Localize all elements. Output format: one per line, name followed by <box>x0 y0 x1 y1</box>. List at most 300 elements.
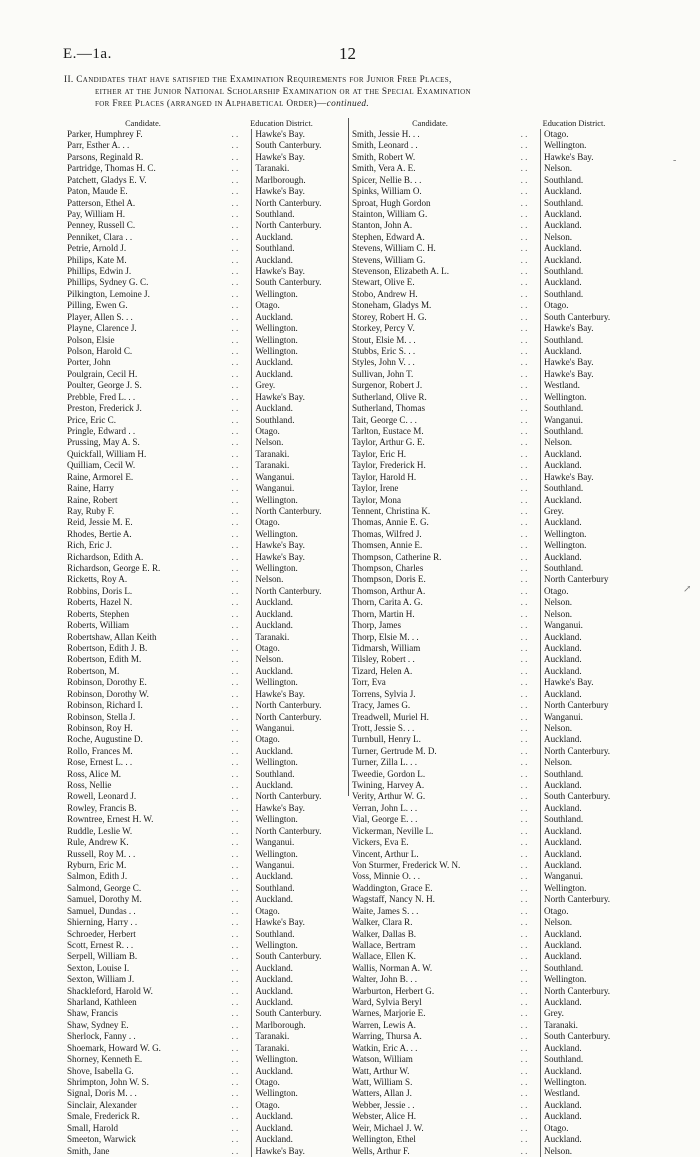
candidate-name: Shierning, Harry . . <box>67 917 138 928</box>
candidate-name: Rule, Andrew K. <box>67 837 129 848</box>
candidate-name: Robertson, Edith J. B. <box>67 642 148 653</box>
education-district: Southland. <box>251 769 347 780</box>
candidate-name: Sutherland, Olive R. <box>352 391 427 402</box>
education-district: Southland. <box>251 883 347 894</box>
candidate-row <box>352 1066 648 1077</box>
candidate-name: Phillips, Edwin J. <box>67 266 132 277</box>
education-district: Nelson. <box>540 232 644 243</box>
district-header: Education District. <box>542 119 606 128</box>
candidate-name: Vickerman, Neville L. <box>352 825 434 836</box>
education-district: Hawke's Bay. <box>540 677 644 688</box>
leader-dots: . . <box>231 860 239 870</box>
candidate-row <box>352 472 648 483</box>
candidate-row <box>352 460 648 471</box>
candidate-row <box>352 666 648 677</box>
candidate-name: Sexton, Louise I. <box>67 962 130 973</box>
candidate-row <box>67 677 347 688</box>
candidate-name: Tracy, James G. <box>352 700 411 711</box>
candidate-name: Sutherland, Thomas <box>352 403 426 414</box>
education-district: Wellington. <box>540 540 644 551</box>
education-district: Southland. <box>540 483 644 494</box>
education-district: Wellington. <box>540 392 644 403</box>
education-district: Wanganui. <box>251 472 347 483</box>
education-district: Nelson. <box>540 917 644 928</box>
education-district: Wellington. <box>251 1054 347 1065</box>
education-district: Auckland. <box>251 609 347 620</box>
education-district: Auckland. <box>540 495 644 506</box>
leader-dots: . . <box>231 757 239 768</box>
leader-dots: . . <box>520 437 528 448</box>
candidate-name: Playne, Clarence J. <box>67 323 137 334</box>
education-district: Auckland. <box>540 780 644 791</box>
candidate-name: Shrimpton, John W. S. <box>67 1077 149 1088</box>
candidate-row <box>352 654 648 665</box>
candidate-name: Ross, Nellie <box>67 780 112 791</box>
candidate-name: Tweedie, Gordon L. <box>352 768 426 779</box>
candidate-name: Wallace, Bertram <box>352 939 416 950</box>
candidate-name: Polson, Harold C. <box>67 346 133 357</box>
candidate-name: Rose, Ernest L. . . <box>67 757 133 768</box>
education-district: Auckland. <box>251 232 347 243</box>
candidate-row <box>352 803 648 814</box>
leader-dots: . . <box>231 254 239 265</box>
candidate-row <box>352 529 648 540</box>
education-district: Auckland. <box>540 803 644 814</box>
candidate-row <box>352 917 648 928</box>
candidate-row <box>352 266 648 277</box>
education-district: Wanganui. <box>540 712 644 723</box>
leader-dots: . . <box>520 711 528 722</box>
candidate-row <box>352 198 648 209</box>
candidate-name: Wagstaff, Nancy N. H. <box>352 894 435 905</box>
education-district: Southland. <box>540 563 644 574</box>
candidate-row <box>352 712 648 723</box>
candidate-name: Warnes, Marjorie E. <box>352 1008 426 1019</box>
education-district: Otago. <box>251 734 347 745</box>
candidate-row <box>352 849 648 860</box>
leader-dots: . . <box>231 483 239 494</box>
candidate-name: Rowley, Francis B. <box>67 802 137 813</box>
leader-dots: . . <box>231 505 239 516</box>
candidate-row <box>67 586 347 597</box>
leader-dots: . . <box>231 425 239 436</box>
candidate-name: Philips, Kate M. <box>67 254 127 265</box>
candidate-row <box>67 460 347 471</box>
education-district: Auckland. <box>540 449 644 460</box>
leader-dots: . . <box>231 151 239 162</box>
education-district: Auckland. <box>540 1134 644 1145</box>
candidate-row <box>67 757 347 768</box>
candidate-row <box>67 917 347 928</box>
candidate-row <box>67 871 347 882</box>
candidate-name: Ricketts, Roy A. <box>67 574 128 585</box>
education-district: Auckland. <box>540 734 644 745</box>
education-district: Nelson. <box>540 609 644 620</box>
leader-dots: . . <box>520 460 528 471</box>
leader-dots: . . <box>231 1042 239 1053</box>
education-district: Auckland. <box>251 620 347 631</box>
candidate-row <box>352 574 648 585</box>
candidate-name: Smith, Robert W. <box>352 151 416 162</box>
candidate-row <box>67 1088 347 1099</box>
education-district: North Canterbury. <box>540 746 644 757</box>
candidate-row <box>67 974 347 985</box>
leader-dots: . . <box>520 151 528 162</box>
education-district: Wellington. <box>251 495 347 506</box>
education-district: Auckland. <box>251 1111 347 1122</box>
candidate-name: Shoemark, Howard W. G. <box>67 1042 161 1053</box>
education-district: Auckland. <box>540 1100 644 1111</box>
section-heading-line-2: either at the Junior National Scholarship Examination or at the Special Examination <box>95 87 471 97</box>
candidate-name: Voss, Minnie O. . . <box>352 871 421 882</box>
leader-dots: . . <box>520 1042 528 1053</box>
candidates-column-right <box>352 118 648 1157</box>
leader-dots: . . <box>231 711 239 722</box>
candidate-name: Stobo, Andrew H. <box>352 288 418 299</box>
candidate-name: Parr, Esther A. . . <box>67 140 130 151</box>
leader-dots: . . <box>520 802 528 813</box>
district-header: Education District. <box>250 119 313 128</box>
education-district: South Canterbury. <box>251 277 347 288</box>
leader-dots: . . <box>231 1122 239 1133</box>
education-district: Auckland. <box>540 1111 644 1122</box>
leader-dots: . . <box>520 254 528 265</box>
candidate-row <box>352 483 648 494</box>
leader-dots: . . <box>520 528 528 539</box>
education-district: Otago. <box>540 300 644 311</box>
leader-dots: . . <box>231 471 239 482</box>
candidate-row <box>352 757 648 768</box>
candidate-name: Warring, Thursa A. <box>352 1031 422 1042</box>
leader-dots: . . <box>231 288 239 299</box>
leader-dots: . . <box>520 540 528 551</box>
candidate-name: Rhodes, Bertie A. <box>67 528 132 539</box>
education-district: Auckland. <box>540 837 644 848</box>
candidate-name: Storkey, Percy V. <box>352 323 415 334</box>
education-district: Auckland. <box>540 689 644 700</box>
leader-dots: . . <box>520 757 528 768</box>
candidate-name: Richardson, Edith A. <box>67 551 144 562</box>
leader-dots: . . <box>231 894 239 905</box>
education-district: Auckland. <box>540 632 644 643</box>
education-district: Southland. <box>540 426 644 437</box>
candidate-row <box>67 312 347 323</box>
candidate-name: Smale, Frederick R. <box>67 1111 140 1122</box>
candidate-row <box>67 517 347 528</box>
candidate-name: Prussing, May A. S. <box>67 437 140 448</box>
candidate-name: Rowntree, Ernest H. W. <box>67 814 154 825</box>
candidate-row <box>352 1020 648 1031</box>
candidate-name: Robinson, Stella J. <box>67 711 136 722</box>
candidate-name: Smeeton, Warwick <box>67 1134 136 1145</box>
candidate-name: Weir, Michael J. W. <box>352 1122 424 1133</box>
leader-dots: . . <box>231 494 239 505</box>
candidate-name: Torrens, Sylvia J. <box>352 688 416 699</box>
margin-mark: - <box>673 155 677 166</box>
leader-dots: . . <box>231 551 239 562</box>
candidate-name: Taylor, Harold H. <box>352 471 417 482</box>
candidate-name: Sharland, Kathleen <box>67 997 137 1008</box>
leader-dots: . . <box>520 951 528 962</box>
candidate-row <box>352 1008 648 1019</box>
leader-dots: . . <box>520 997 528 1008</box>
candidate-name: Samuel, Dundas . . <box>67 905 136 916</box>
education-district: North Canterbury. <box>251 826 347 837</box>
education-district: Wellington. <box>540 1077 644 1088</box>
leader-dots: . . <box>520 700 528 711</box>
leader-dots: . . <box>520 505 528 516</box>
candidate-name: Roche, Augustine D. <box>67 734 143 745</box>
candidate-name: Ward, Sylvia Beryl <box>352 997 422 1008</box>
candidate-row <box>67 495 347 506</box>
education-district: Auckland. <box>251 997 347 1008</box>
candidate-name: Salmon, Edith J. <box>67 871 128 882</box>
candidate-name: Wallis, Norman A. W. <box>352 962 433 973</box>
candidate-row <box>352 734 648 745</box>
leader-dots: . . <box>231 985 239 996</box>
candidate-list-right <box>352 129 648 1157</box>
candidate-name: Rich, Eric J. <box>67 540 112 551</box>
column-header-left <box>67 118 347 129</box>
leader-dots: . . <box>520 243 528 254</box>
candidate-row <box>67 357 347 368</box>
candidate-row <box>352 243 648 254</box>
leader-dots: . . <box>231 186 239 197</box>
education-district: North Canterbury. <box>251 506 347 517</box>
leader-dots: . . <box>231 448 239 459</box>
leader-dots: . . <box>231 311 239 322</box>
candidate-row <box>352 997 648 1008</box>
leader-dots: . . <box>520 825 528 836</box>
candidate-name: Warburton, Herbert G. <box>352 985 435 996</box>
candidate-row <box>67 403 347 414</box>
candidate-name: Thompson, Doris E. <box>352 574 426 585</box>
candidate-name: Tilsley, Robert . . <box>352 654 415 665</box>
education-district: Auckland. <box>540 255 644 266</box>
candidate-name: Tidmarsh, William <box>352 642 421 653</box>
candidate-name: Turner, Gertrude M. D. <box>352 745 437 756</box>
education-district: Auckland. <box>540 997 644 1008</box>
column-header-right <box>352 118 648 129</box>
candidate-name: Vincent, Arthur L. <box>352 848 419 859</box>
education-district: Wellington. <box>251 677 347 688</box>
candidate-name: Spicer, Nellie B. . . <box>352 174 422 185</box>
leader-dots: . . <box>231 140 239 151</box>
candidate-name: Thomson, Arthur A. <box>352 585 426 596</box>
education-district: Auckland. <box>540 826 644 837</box>
candidate-row <box>352 1088 648 1099</box>
candidate-name: Scott, Ernest R. . . <box>67 939 134 950</box>
candidate-name: Thomsen, Annie E. <box>352 540 423 551</box>
candidate-row <box>352 1146 648 1157</box>
candidate-row <box>67 255 347 266</box>
education-district: Southland. <box>540 814 644 825</box>
candidate-name: Robinson, Roy H. <box>67 722 133 733</box>
candidate-name: Thorp, Elsie M. . . <box>352 631 419 642</box>
leader-dots: . . <box>520 403 528 414</box>
candidate-row <box>67 140 347 151</box>
leader-dots: . . <box>231 802 239 813</box>
education-district: Wellington. <box>251 1088 347 1099</box>
education-district: Auckland. <box>251 666 347 677</box>
candidate-name: Thomas, Wilfred J. <box>352 528 422 539</box>
education-district: Otago. <box>540 906 644 917</box>
education-district: Auckland. <box>251 255 347 266</box>
leader-dots: . . <box>231 974 239 985</box>
candidate-row <box>67 986 347 997</box>
leader-dots: . . <box>231 1008 239 1019</box>
candidate-name: Shaw, Sydney E. <box>67 1019 129 1030</box>
education-district: Wanganui. <box>540 620 644 631</box>
candidate-row <box>352 255 648 266</box>
candidate-row <box>67 277 347 288</box>
leader-dots: . . <box>231 266 239 277</box>
leader-dots: . . <box>231 460 239 471</box>
leader-dots: . . <box>231 882 239 893</box>
education-district: Auckland. <box>251 746 347 757</box>
education-district: Taranaki. <box>251 449 347 460</box>
leader-dots: . . <box>520 917 528 928</box>
candidate-name: Stout, Elsie M. . . <box>352 334 416 345</box>
candidate-name: Stoneham, Gladys M. <box>352 300 432 311</box>
candidate-row <box>352 152 648 163</box>
leader-dots: . . <box>231 517 239 528</box>
education-district: Southland. <box>251 243 347 254</box>
candidate-row <box>67 963 347 974</box>
leader-dots: . . <box>520 425 528 436</box>
candidate-row <box>352 700 648 711</box>
education-district: Auckland. <box>251 1123 347 1134</box>
leader-dots: . . <box>520 1065 528 1076</box>
leader-dots: . . <box>520 1111 528 1122</box>
education-district: Wellington. <box>251 335 347 346</box>
candidate-name: Patterson, Ethel A. <box>67 197 136 208</box>
education-district: South Canterbury. <box>540 312 644 323</box>
education-district: Wanganui. <box>251 860 347 871</box>
candidate-row <box>67 951 347 962</box>
candidate-row <box>352 940 648 951</box>
candidate-name: Robertson, Edith M. <box>67 654 142 665</box>
candidate-row <box>352 289 648 300</box>
leader-dots: . . <box>231 563 239 574</box>
education-district: Wellington. <box>540 140 644 151</box>
candidate-name: Samuel, Dorothy M. <box>67 894 142 905</box>
leader-dots: . . <box>520 928 528 939</box>
candidate-name: Player, Allen S. . . <box>67 311 133 322</box>
candidate-name: Warren, Lewis A. <box>352 1019 416 1030</box>
leader-dots: . . <box>231 768 239 779</box>
education-district: Taranaki. <box>251 1043 347 1054</box>
leader-dots: . . <box>231 220 239 231</box>
education-district: Auckland. <box>540 666 644 677</box>
education-district: Wanganui. <box>540 871 644 882</box>
candidate-row <box>67 243 347 254</box>
education-district: Hawke's Bay. <box>251 1146 347 1157</box>
candidate-row <box>352 449 648 460</box>
education-district: Auckland. <box>251 963 347 974</box>
education-district: Auckland. <box>540 643 644 654</box>
candidate-row <box>352 906 648 917</box>
leader-dots: . . <box>231 905 239 916</box>
education-district: Otago. <box>251 643 347 654</box>
education-district: Wellington. <box>540 883 644 894</box>
candidate-name: Waddington, Grace E. <box>352 882 433 893</box>
candidate-row <box>67 620 347 631</box>
education-district: Wellington. <box>251 940 347 951</box>
education-district: Auckland. <box>540 243 644 254</box>
candidate-name: Ray, Ruby F. <box>67 505 115 516</box>
candidate-name: Sullivan, John T. <box>352 368 414 379</box>
candidate-name: Robertshaw, Allan Keith <box>67 631 157 642</box>
education-district: Hawke's Bay. <box>251 266 347 277</box>
leader-dots: . . <box>520 837 528 848</box>
leader-dots: . . <box>520 814 528 825</box>
candidate-row <box>352 894 648 905</box>
candidate-name: Spinks, William O. <box>352 186 422 197</box>
candidate-name: Phillips, Sydney G. C. <box>67 277 149 288</box>
leader-dots: . . <box>520 1122 528 1133</box>
leader-dots: . . <box>520 231 528 242</box>
candidate-name: Parker, Humphrey F. <box>67 129 143 139</box>
candidate-row <box>67 712 347 723</box>
leader-dots: . . <box>231 163 239 174</box>
candidate-name: Turner, Zilla L. . . <box>352 757 417 768</box>
candidate-row <box>67 186 347 197</box>
section-heading-line-3: for Free Places (arranged in Alphabetical Order)— <box>95 99 327 109</box>
leader-dots: . . <box>520 357 528 368</box>
leader-dots: . . <box>231 631 239 642</box>
candidate-name: Small, Harold <box>67 1122 119 1133</box>
candidate-row <box>67 1100 347 1111</box>
candidate-row <box>352 403 648 414</box>
leader-dots: . . <box>231 939 239 950</box>
education-district: Westland. <box>540 380 644 391</box>
education-district: Auckland. <box>540 951 644 962</box>
candidate-row <box>352 335 648 346</box>
education-district: Wellington. <box>251 529 347 540</box>
education-district: North Canterbury. <box>251 198 347 209</box>
leader-dots: . . <box>520 163 528 174</box>
candidate-name: Tait, George C. . . <box>352 414 417 425</box>
education-district: Auckland. <box>540 849 644 860</box>
candidate-name: Tennent, Christina K. <box>352 505 431 516</box>
candidate-name: Stevenson, Elizabeth A. L. <box>352 266 449 277</box>
leader-dots: . . <box>231 1031 239 1042</box>
leader-dots: . . <box>231 780 239 791</box>
candidate-row <box>67 175 347 186</box>
education-district: Hawke's Bay. <box>251 186 347 197</box>
leader-dots: . . <box>520 368 528 379</box>
candidate-row <box>352 495 648 506</box>
leader-dots: . . <box>520 642 528 653</box>
education-district: Southland. <box>540 198 644 209</box>
leader-dots: . . <box>520 985 528 996</box>
education-district: North Canterbury. <box>540 986 644 997</box>
candidate-row <box>67 780 347 791</box>
education-district: Auckland. <box>540 220 644 231</box>
candidate-name: Shaw, Francis <box>67 1008 118 1019</box>
education-district: Otago. <box>251 1100 347 1111</box>
education-district: Wellington. <box>251 346 347 357</box>
education-district: Auckland. <box>251 312 347 323</box>
candidate-row <box>352 1111 648 1122</box>
education-district: Nelson. <box>540 757 644 768</box>
leader-dots: . . <box>520 894 528 905</box>
candidate-row <box>67 803 347 814</box>
leader-dots: . . <box>520 300 528 311</box>
leader-dots: . . <box>231 208 239 219</box>
candidate-name: Robbins, Doris L. <box>67 585 133 596</box>
